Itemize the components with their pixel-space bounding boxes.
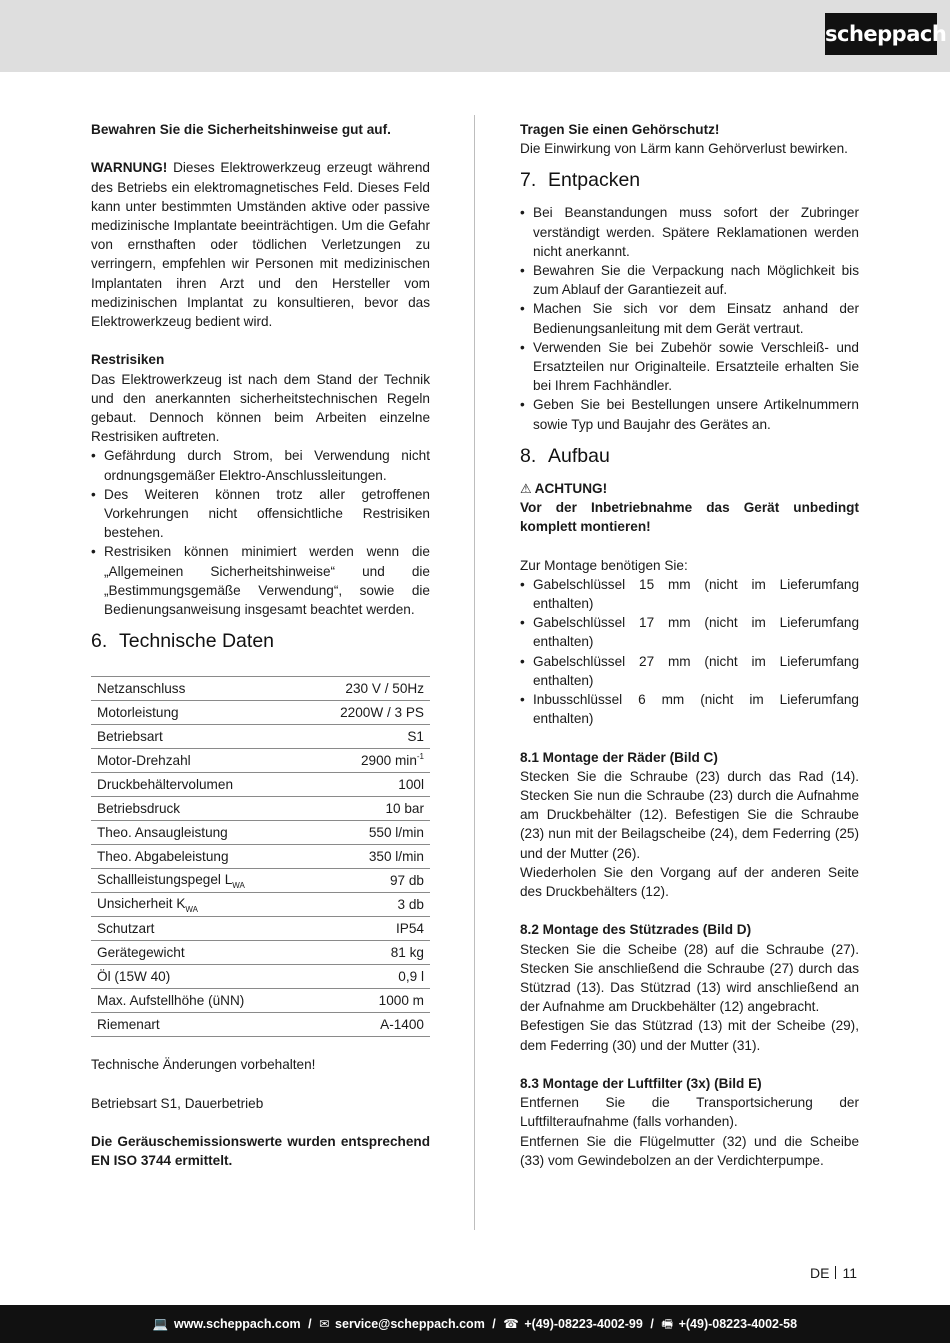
list-item: • Gefährdung durch Strom, bei Verwendung nicht ordnungsgemäßer Elektro-Anschlussleitungen.	[91, 446, 430, 484]
spec-label-text: Druckbehältervolumen	[97, 776, 234, 792]
table-row	[91, 869, 430, 893]
table-row	[91, 821, 430, 845]
table-row	[91, 989, 430, 1013]
restrisiken-text: Das Elektrowerkzeug ist nach dem Stand der Technik und den anerkannten sicherheitstechnischen Regeln gebaut. Dennoch können beim Arbeiten einzelne Restrisiken auftreten.	[91, 371, 430, 445]
right-column	[520, 120, 859, 1170]
page-number	[810, 1264, 857, 1282]
footer-separator: /	[492, 1317, 496, 1331]
list-item: • Verwenden Sie bei Zubehör sowie Verschleiß- und Ersatzteilen nur Originalteile. Ersatzteile erhalten Sie bei Ihrem Fachhändler.	[520, 338, 859, 396]
tools-intro: Zur Montage benötigen Sie:	[520, 557, 688, 573]
spec-value	[303, 917, 430, 941]
spec-value-text: 1000 m	[378, 992, 424, 1008]
spec-value-text: 10 bar	[385, 800, 424, 816]
list-item: • Gabelschlüssel 27 mm (nicht im Lieferumfang enthalten)	[520, 652, 859, 690]
spec-value-text: 3 db	[397, 896, 424, 912]
warning-label: WARNUNG!	[91, 160, 168, 176]
table-row	[91, 725, 430, 749]
hearing-protection-title: Tragen Sie einen Gehörschutz!	[520, 122, 720, 137]
spec-value	[303, 797, 430, 821]
spec-label-text: Gerätegewicht	[97, 944, 185, 960]
spec-value-text: 81 kg	[390, 944, 424, 960]
spec-label	[91, 845, 303, 869]
spec-label	[91, 749, 303, 773]
spec-label	[91, 893, 303, 917]
footer-separator: /	[650, 1317, 654, 1331]
tech-data-table	[91, 676, 430, 1037]
computer-icon: 💻	[152, 1317, 169, 1331]
footer-phone: +(49)-08223-4002-99	[524, 1317, 643, 1331]
spec-label	[91, 869, 303, 893]
achtung-text-label: ACHTUNG!	[534, 480, 608, 496]
list-item: • Gabelschlüssel 17 mm (nicht im Lieferumfang enthalten)	[520, 613, 859, 651]
section-number: 6.	[91, 630, 108, 653]
page-number-value: 11	[842, 1265, 857, 1281]
list-item: • Machen Sie sich vor dem Einsatz anhand der Bedienungsanleitung mit dem Gerät vertraut.	[520, 299, 859, 337]
footer-separator: /	[308, 1317, 312, 1331]
footer-email-link[interactable]: service@scheppach.com	[335, 1317, 485, 1331]
scheppach-logo: scheppach	[825, 13, 937, 55]
subsection-title-support-wheel: 8.2 Montage des Stützrades (Bild D)	[520, 922, 752, 938]
list-item: • Bewahren Sie die Verpackung nach Möglichkeit bis zum Ablauf der Garantiezeit auf.	[520, 261, 859, 299]
section-heading-aufbau	[520, 434, 859, 479]
spec-value	[303, 965, 430, 989]
section-number: 7.	[520, 169, 537, 192]
table-row	[91, 917, 430, 941]
restrisiken-list	[91, 446, 430, 619]
table-row	[91, 797, 430, 821]
table-row	[91, 1013, 430, 1037]
section-title: Aufbau	[548, 444, 610, 467]
spec-label	[91, 701, 303, 725]
spec-label	[91, 773, 303, 797]
tools-list	[520, 575, 859, 729]
unpack-list	[520, 203, 859, 433]
spec-label-text: Schutzart	[97, 920, 155, 936]
warning-paragraph	[91, 158, 430, 331]
left-column	[91, 120, 430, 1170]
spec-label	[91, 725, 303, 749]
spec-value-text: 0,9 l	[398, 968, 424, 984]
spec-value-text: 100l	[398, 776, 424, 792]
spec-value	[303, 893, 430, 917]
spec-value-text: 350 l/min	[368, 848, 424, 864]
subsection-text-wheels: Stecken Sie die Schraube (23) durch das Rad (14). Stecken Sie nun die Schraube (23) durch die Aufnahme am Druckbehälter (12). Befestigen Sie die Schraube (23) nun mit der Beilagscheibe (24), dem Federring (25) und der Mutter (26).	[520, 768, 859, 861]
spec-label-text: Betriebsdruck	[97, 800, 181, 816]
spec-value	[303, 989, 430, 1013]
spec-value	[303, 869, 430, 893]
noise-emission-note: Die Geräuschemissionswerte wurden entsprechend EN ISO 3744 ermittelt.	[91, 1134, 430, 1169]
footer-fax: +(49)-08223-4002-58	[678, 1317, 798, 1331]
spec-label-subscript: WA	[185, 904, 198, 914]
list-item: • Bei Beanstandungen muss sofort der Zubringer verständigt werden. Spätere Reklamationen werden nicht anerkannt.	[520, 203, 859, 261]
spec-value	[303, 845, 430, 869]
column-divider	[474, 115, 475, 1230]
spec-value	[303, 701, 430, 725]
spec-value-text: A-1400	[380, 1016, 424, 1032]
list-item: • Inbusschlüssel 6 mm (nicht im Lieferumfang enthalten)	[520, 690, 859, 728]
page-number-separator	[835, 1266, 836, 1279]
spec-label	[91, 989, 303, 1013]
subsection-title-air-filter: 8.3 Montage der Luftfilter (3x) (Bild E)	[520, 1076, 762, 1092]
spec-value	[303, 773, 430, 797]
achtung-text: Vor der Inbetriebnahme das Gerät unbedingt komplett montieren!	[520, 500, 859, 535]
spec-label-text: Riemenart	[97, 1016, 160, 1032]
table-row	[91, 677, 430, 701]
spec-label-subscript: WA	[232, 880, 245, 890]
spec-label-text: Motor-Drehzahl	[97, 752, 191, 768]
spec-value	[303, 821, 430, 845]
list-item: • Geben Sie bei Bestellungen unsere Artikelnummern sowie Typ und Baujahr des Gerätes an.	[520, 395, 859, 433]
spec-label-text: Netzanschluss	[97, 680, 186, 696]
page-language: DE	[810, 1265, 830, 1281]
spec-value-text: S1	[407, 728, 424, 744]
table-row	[91, 773, 430, 797]
subsection-title-wheels: 8.1 Montage der Räder (Bild C)	[520, 749, 718, 765]
spec-value	[303, 941, 430, 965]
table-row	[91, 965, 430, 989]
spec-value-text: 550 l/min	[368, 824, 424, 840]
spec-label	[91, 965, 303, 989]
spec-value-text: 2900 min	[360, 752, 417, 768]
spec-value-text: 2200W / 3 PS	[340, 704, 424, 720]
spec-value-text: IP54	[396, 920, 424, 936]
fax-icon: 🖷	[661, 1317, 674, 1331]
list-item: • Des Weiteren können trotz aller getroffenen Vorkehrungen nicht offensichtliche Restrisiken bestehen.	[91, 485, 430, 543]
spec-label	[91, 917, 303, 941]
footer-bar	[0, 1305, 950, 1343]
list-item: • Restrisiken können minimiert werden wenn die „Allgemeinen Sicherheitshinweise“ und die „Bestimmungsgemäße Verwendung“, sowie die Bedienungsanweisung insgesamt beachtet werden.	[91, 542, 430, 619]
mail-icon: ✉	[319, 1317, 330, 1331]
footer-website-link[interactable]: www.scheppach.com	[173, 1317, 301, 1331]
subsection-text-wheels-2: Wiederholen Sie den Vorgang auf der anderen Seite des Druckbehälters (12).	[520, 864, 859, 900]
section-number: 8.	[520, 444, 537, 467]
spec-label-text: Motorleistung	[97, 704, 179, 720]
spec-label-text: Schallleistungspegel L	[97, 871, 233, 887]
warning-text: Dieses Elektrowerkzeug erzeugt während des Betriebs ein elektromagnetisches Feld. Dieses Feld kann unter bestimmten Umständen aktive oder passive medizinische Implantate beeinträchtigen. Um die Gefahr von ernsthaften oder tödlichen Verletzungen zu verringern, empfehlen wir Personen mit medizinischen Implantaten ihren Arzt und den Hersteller vom medizinischen Implantat zu konsultieren, bevor das Elektrowerkzeug bedient wird.	[91, 160, 430, 330]
spec-label-text: Unsicherheit K	[97, 895, 186, 911]
spec-label	[91, 677, 303, 701]
spec-value	[303, 749, 430, 773]
spec-label-text: Theo. Ansaugleistung	[97, 824, 228, 840]
restrisiken-title: Restrisiken	[91, 352, 165, 368]
tech-changes-note: Technische Änderungen vorbehalten!	[91, 1057, 316, 1073]
table-row	[91, 941, 430, 965]
hearing-protection-text: Die Einwirkung von Lärm kann Gehörverlust bewirken.	[520, 141, 848, 157]
spec-label	[91, 797, 303, 821]
spec-label-text: Theo. Abgabeleistung	[97, 848, 229, 864]
subsection-text-air-filter: Entfernen Sie die Transportsicherung der Luftfilteraufnahme (falls vorhanden).	[520, 1095, 859, 1130]
safety-keep-note: Bewahren Sie die Sicherheitshinweise gut auf.	[91, 122, 391, 137]
spec-value-text: 97 db	[389, 872, 424, 888]
operating-mode-note: Betriebsart S1, Dauerbetrieb	[91, 1095, 264, 1111]
subsection-text-support-wheel: Stecken Sie die Scheibe (28) auf die Schraube (27). Stecken Sie anschließend die Schraube (27) durch das Stützrad (13). Das Stützrad (13) wird anschließend an der Aufnahme am Druckbehälter (12) angebracht.	[520, 941, 859, 1015]
spec-label-text: Öl (15W 40)	[97, 968, 171, 984]
spec-label	[91, 941, 303, 965]
spec-label-text: Max. Aufstellhöhe (üNN)	[97, 992, 245, 1008]
spec-value	[303, 725, 430, 749]
spec-value-superscript: -1	[416, 751, 424, 761]
table-row	[91, 893, 430, 917]
warning-triangle-icon: ⚠	[520, 480, 532, 496]
subsection-text-air-filter-2: Entfernen Sie die Flügelmutter (32) und die Scheibe (33) vom Gewindebolzen an der Verdichterpumpe.	[520, 1133, 859, 1168]
spec-value-text: 230 V / 50Hz	[345, 680, 424, 696]
phone-icon: ☎	[503, 1317, 519, 1331]
section-title: Technische Daten	[119, 630, 275, 653]
list-item: • Gabelschlüssel 15 mm (nicht im Lieferumfang enthalten)	[520, 575, 859, 613]
spec-label	[91, 1013, 303, 1037]
section-title: Entpacken	[548, 169, 641, 192]
table-row	[91, 701, 430, 725]
table-row	[91, 749, 430, 773]
achtung-label	[520, 479, 859, 498]
table-row	[91, 845, 430, 869]
subsection-text-support-wheel-2: Befestigen Sie das Stützrad (13) mit der Scheibe (29), dem Federring (30) und der Mutter (31).	[520, 1018, 859, 1053]
spec-value	[303, 677, 430, 701]
section-heading-entpacken	[520, 158, 859, 203]
spec-value	[303, 1013, 430, 1037]
spec-label	[91, 821, 303, 845]
section-heading-technische-daten	[91, 619, 430, 664]
spec-label-text: Betriebsart	[97, 728, 163, 744]
header-band	[0, 0, 950, 72]
